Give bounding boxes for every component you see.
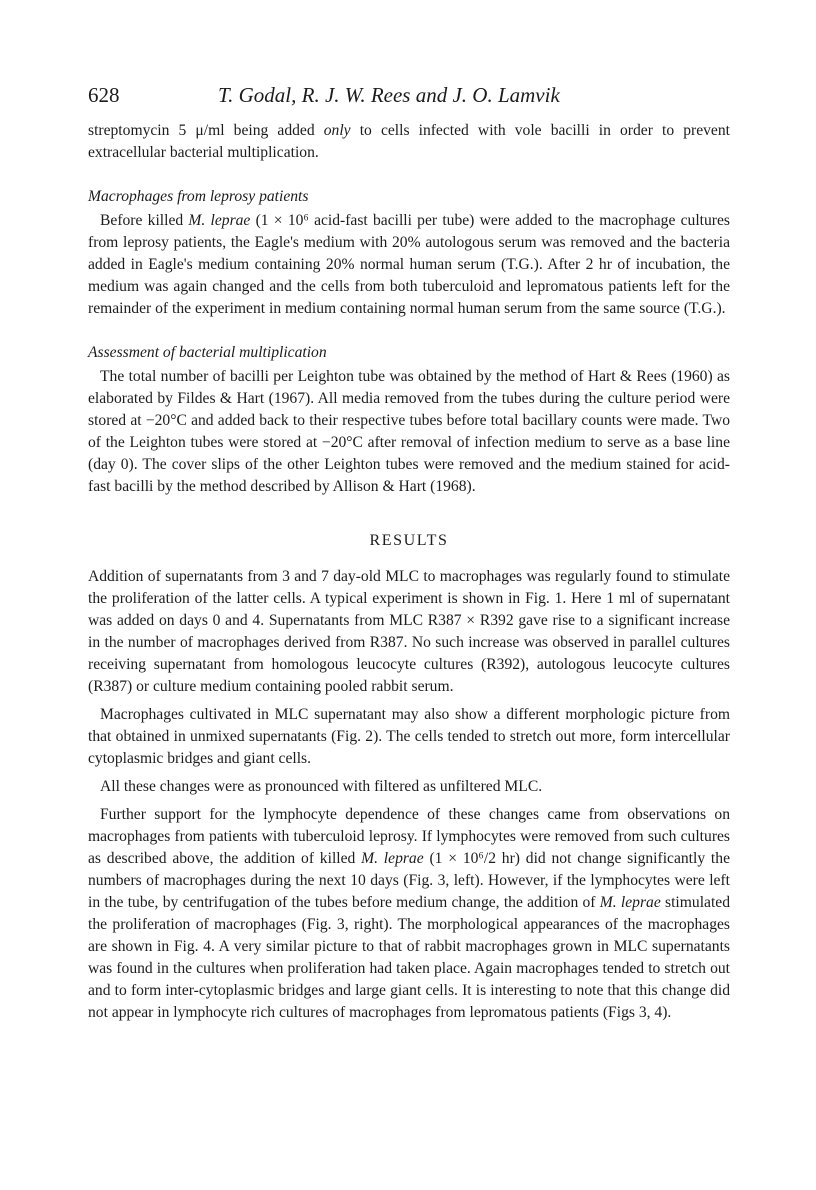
results-paragraph-1: Addition of supernatants from 3 and 7 day-old MLC to macrophages was regularly found to stimulate the proliferation of the latter cells. A typical experiment is shown in Fig. 1. Here 1 ml of supernatant was added on days 0 and 4. Supernatants from MLC R387 × R392 gave rise to a significant increase in the number of macrophages derived from R387. No such increase was observed in parallel cultures receiving supernatant from homologous leucocyte cultures (R392), autologous leucocyte cultures (R387) or culture medium containing pooled rabbit serum.	[88, 568, 730, 695]
results-heading: RESULTS	[369, 532, 449, 549]
running-title: T. Godal, R. J. W. Rees and J. O. Lamvik	[218, 83, 560, 107]
intro-text-after: to cells infected with vole bacilli in order to prevent extracellular bacterial multiplication.	[88, 122, 730, 161]
intro-emphasis: only	[323, 122, 351, 139]
results-p4-text-b: (1 × 10⁶/2 hr) did not change significantly the numbers of macrophages during the next 10 days (Fig. 3, left). However, if the lymphocytes were left in the tube, by centrifugation of the tubes before medium change, the addition of	[88, 850, 730, 911]
intro-text-before: streptomycin 5 μ/ml being added	[88, 122, 324, 139]
macrophages-text-1: Before killed	[100, 212, 189, 229]
macrophages-species: M. leprae	[188, 212, 251, 229]
results-paragraph-4	[88, 804, 730, 1024]
assessment-paragraph: The total number of bacilli per Leighton tube was obtained by the method of Hart & Rees (1960) as elaborated by Fildes & Hart (1967). All media removed from the tubes during the culture period were stored at −20°C and added back to their respective tubes before total bacillary counts were made. Two of the Leighton tubes were stored at −20°C after removal of infection medium to serve as a base line (day 0). The cover slips of the other Leighton tubes were removed and the medium stained for acid-fast bacilli by the method described by Allison & Hart (1968).	[88, 368, 730, 495]
macrophages-subheading: Macrophages from leprosy patients	[88, 188, 309, 205]
journal-page	[88, 80, 730, 1024]
results-paragraph-2: Macrophages cultivated in MLC supernatant may also show a different morphologic picture from that obtained in unmixed supernatants (Fig. 2). The cells tended to stretch out more, form intercellular cytoplasmic bridges and giant cells.	[88, 706, 730, 767]
results-p4-species-b: M. leprae	[599, 894, 661, 911]
page-number: 628	[88, 83, 120, 107]
macrophages-text-2: (1 × 10⁶ acid-fast bacilli per tube) were added to the macrophage cultures from leprosy patients, the Eagle's medium with 20% autologous serum was removed and the bacteria added in Eagle's medium containing 20% normal human serum (T.G.). After 2 hr of incubation, the medium was again changed and the cells from both tuberculoid and lepromatous patients left for the remainder of the experiment in medium containing normal human serum from the same source (T.G.).	[88, 212, 730, 317]
macrophages-paragraph	[88, 210, 730, 320]
results-p4-text-c: stimulated the proliferation of macrophages (Fig. 3, right). The morphological appearances of the macrophages are shown in Fig. 4. A very similar picture to that of rabbit macrophages grown in MLC supernatants was found in the cultures when proliferation had taken place. Again macrophages tended to stretch out and to form inter-cytoplasmic bridges and large giant cells. It is interesting to note that this change did not appear in lymphocyte rich cultures of macrophages from lepromatous patients (Figs 3, 4).	[88, 894, 730, 1021]
results-p4-species-a: M. leprae	[361, 850, 424, 867]
intro-paragraph	[88, 120, 730, 164]
assessment-subheading: Assessment of bacterial multiplication	[88, 344, 327, 361]
running-head	[88, 80, 730, 110]
results-p4-text-a: Further support for the lymphocyte dependence of these changes came from observations on macrophages from patients with tuberculoid leprosy. If lymphocytes were removed from such cultures as described above, the addition of killed	[88, 806, 730, 867]
results-paragraph-3: All these changes were as pronounced with filtered as unfiltered MLC.	[100, 778, 543, 795]
